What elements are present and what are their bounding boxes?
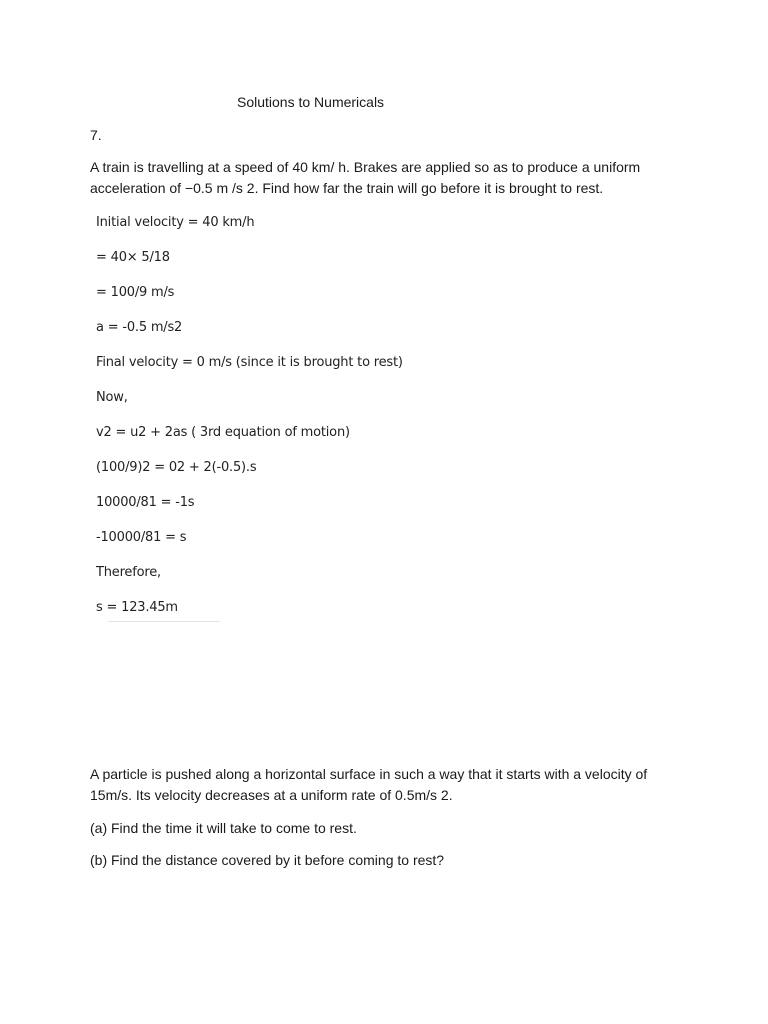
solution-line: 10000/81 = -1s <box>96 495 195 510</box>
solution-line: = 40× 5/18 <box>96 250 170 265</box>
problem-2-part-b: (b) Find the distance covered by it before coming to rest? <box>90 852 445 868</box>
page-title: Solutions to Numericals <box>237 94 385 110</box>
solution-line: Therefore, <box>96 565 161 580</box>
question-number: 7. <box>90 127 102 143</box>
problem-2-text: A particle is pushed along a horizontal surface in such a way that it starts with a velocity of 15m/s. Its velocity decreases at a uniform rate of 0.5m/s 2. <box>90 766 648 803</box>
solution-line: (100/9)2 = 02 + 2(-0.5).s <box>96 460 257 475</box>
solution-line: v2 = u2 + 2as ( 3rd equation of motion) <box>96 425 350 440</box>
solution-line: Final velocity = 0 m/s (since it is brought to rest) <box>96 355 403 370</box>
solution-line: = 100/9 m/s <box>96 285 175 300</box>
solution-line: Initial velocity = 40 km/h <box>96 215 255 230</box>
solution-image-block <box>96 213 496 633</box>
answer-underline <box>108 621 220 622</box>
problem-2-part-a: (a) Find the time it will take to come to rest. <box>90 820 357 836</box>
solution-answer: s = 123.45m <box>96 600 178 615</box>
solution-line: -10000/81 = s <box>96 530 187 545</box>
solution-line: Now, <box>96 390 128 405</box>
solution-line: a = -0.5 m/s2 <box>96 320 183 335</box>
problem-1-text: A train is travelling at a speed of 40 km/ h. Brakes are applied so as to produce a uniform acceleration of −0.5 m /s 2. Find how far the train will go before it is brought to rest. <box>90 159 641 196</box>
